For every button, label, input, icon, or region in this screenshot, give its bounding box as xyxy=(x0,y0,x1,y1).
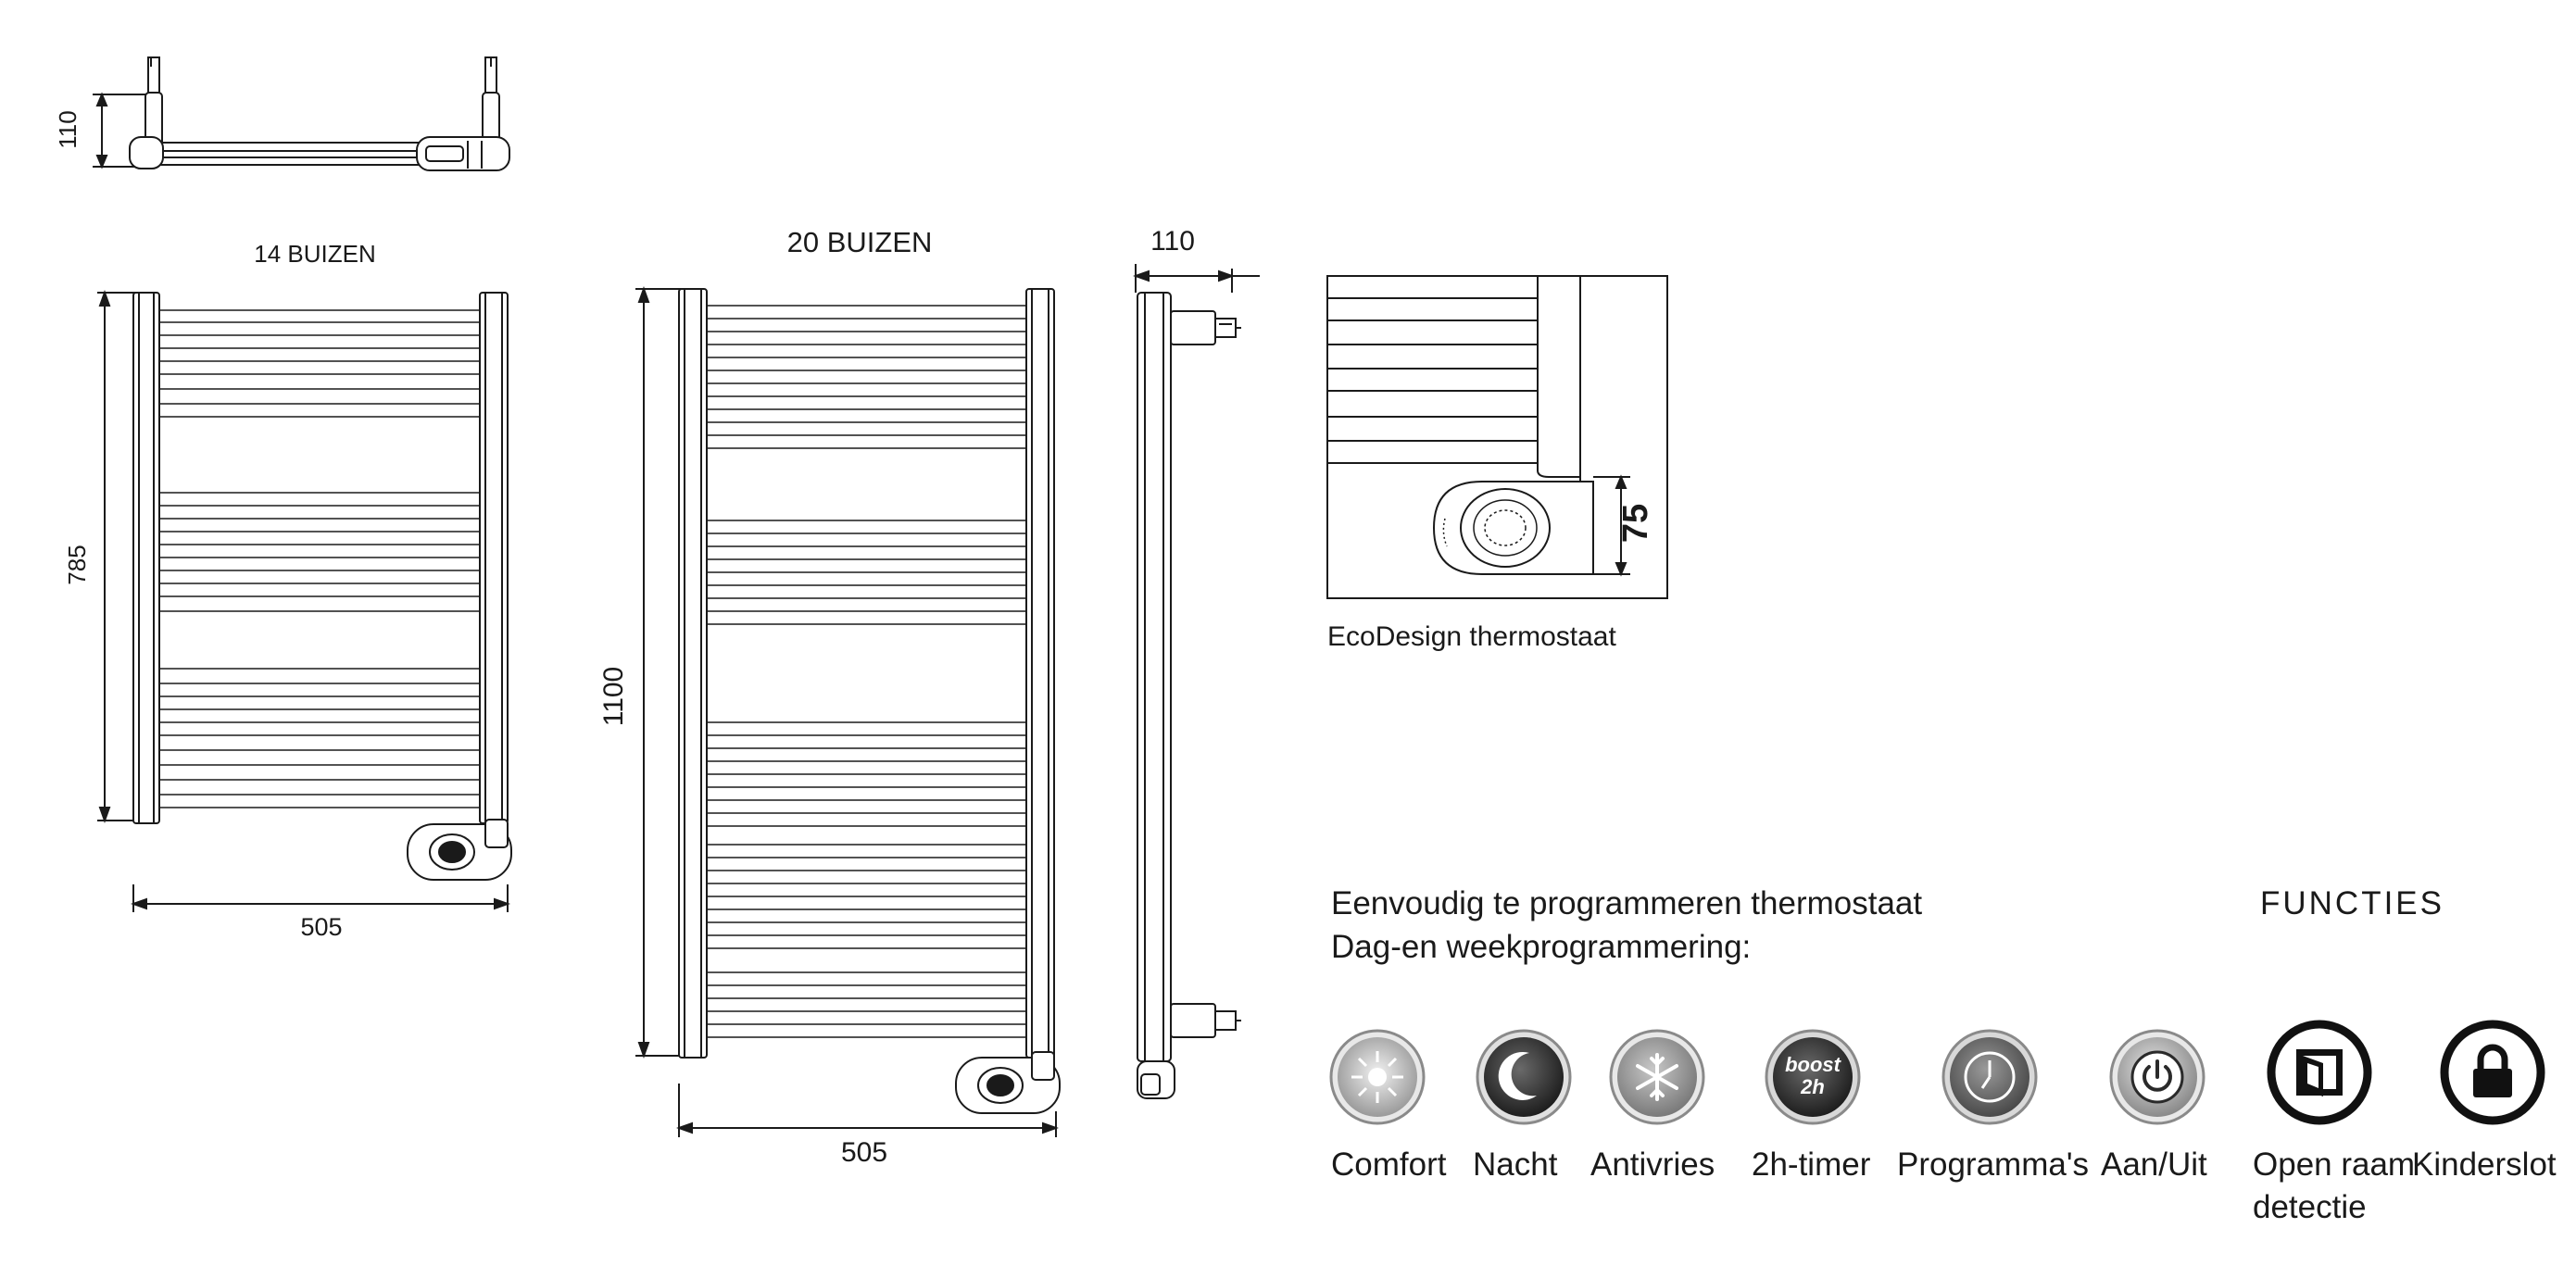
side-view-depth-label: 110 xyxy=(1150,226,1195,257)
large-radiator-tubes xyxy=(707,306,1026,1037)
function-label-kinderslot: Kinderslot xyxy=(2412,1146,2557,1183)
large-radiator-drawing xyxy=(635,289,1060,1137)
small-radiator-tubes xyxy=(159,310,480,808)
boost-badge-text: boost xyxy=(1785,1053,1841,1076)
description-line-1: Eenvoudig te programmeren thermostaat xyxy=(1331,885,1923,921)
functions-title: FUNCTIES xyxy=(2260,885,2444,921)
small-radiator-width-label: 505 xyxy=(300,913,343,941)
snowflake-icon xyxy=(1611,1031,1703,1123)
function-label-timer: 2h-timer xyxy=(1752,1146,1871,1183)
moon-icon xyxy=(1477,1031,1570,1123)
sun-icon xyxy=(1331,1031,1424,1123)
detail-height-label: 75 xyxy=(1616,503,1655,544)
boost-badge-hours: 2h xyxy=(1801,1075,1825,1098)
power-icon xyxy=(2111,1031,2204,1123)
window-icon xyxy=(2271,1024,2368,1121)
top-view xyxy=(93,57,509,170)
function-label-comfort: Comfort xyxy=(1331,1146,1447,1183)
large-radiator-width-label: 505 xyxy=(840,1137,888,1168)
function-label-open-raam xyxy=(2253,1144,2415,1229)
thermostat-detail xyxy=(1327,276,1667,598)
large-radiator-height-label: 1100 xyxy=(598,666,629,727)
function-label-open-raam-line2: detectie xyxy=(2253,1189,2367,1225)
top-view-depth-label: 110 xyxy=(54,110,82,149)
description-line-2: Dag-en weekprogrammering: xyxy=(1331,929,1752,965)
function-label-programmas: Programma's xyxy=(1897,1146,2090,1183)
lock-icon xyxy=(2444,1024,2541,1121)
function-label-aan-uit: Aan/Uit xyxy=(2101,1146,2207,1183)
large-radiator-title: 20 BUIZEN xyxy=(786,226,933,258)
small-radiator-title: 14 BUIZEN xyxy=(254,240,376,268)
function-label-antivries: Antivries xyxy=(1590,1146,1715,1183)
clock-icon xyxy=(1943,1031,2036,1123)
side-view-drawing xyxy=(1136,264,1260,1098)
small-radiator-height-label: 785 xyxy=(63,545,91,585)
detail-caption: EcoDesign thermostaat xyxy=(1327,621,1616,652)
boost-icon xyxy=(1766,1031,1859,1123)
small-radiator-drawing xyxy=(97,293,511,912)
function-label-open-raam-line1: Open raam xyxy=(2253,1146,2416,1183)
function-label-nacht: Nacht xyxy=(1473,1146,1558,1183)
